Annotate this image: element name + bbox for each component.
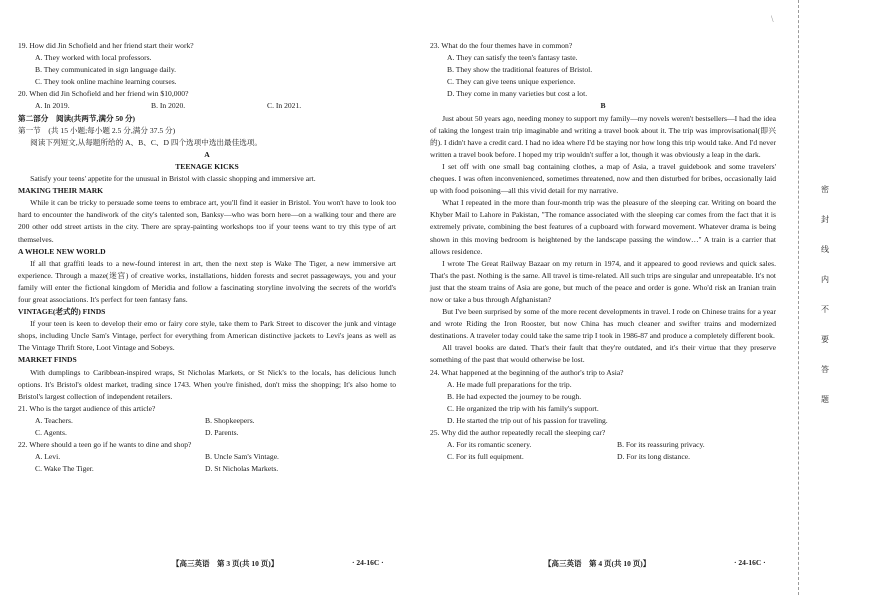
text-pB6: All travel books are dated. That's their fault that they're outdated, and it's their virtue that they preserve something of the past that would otherwise be lost.	[430, 343, 776, 365]
binding-char-4: 不	[821, 305, 829, 314]
text-q23a: A. They can satisfy the teen's fantasy taste.	[447, 53, 578, 63]
text-h3: VINTAGE(老式的) FINDS	[18, 307, 106, 317]
text-q24b: B. He had expected the journey to be rough.	[447, 391, 582, 401]
binding-notice	[817, 175, 833, 415]
text-pA3: If your teen is keen to develop their emo or fairy core style, take them to Park Street to discover the junk and vintage shops, including Uncle Sam's Vintage, perfect for everything from American distinctive jackets to Levi's jeans as well as The Vintage Thrift Store, Loot Vintage and Sobeys.	[18, 319, 396, 353]
text-pB4: I wrote The Great Railway Bazaar on my return in 1974, and it appeared to good reviews and quick sales. That's the past. Nothing is the same. All travel is time-related. All such trips are singular and unrepeatable. It's not just that the steam trains of Asia are gone, but much of the peace and order is gone. Who'd risk an Iranian train now or take a bus through Afghanistan?	[430, 258, 776, 304]
text-pA1: While it can be tricky to persuade some teens to embrace art, you'll find it easier in Bristol. You won't have to look too hard to encounter the handiwork of the city's talented son, Banksy—who was born here—on a walking tour and there are 200 other odd street artists in the city. There are spray-painting workshops too if your teens want to try this type of art themselves.	[18, 198, 396, 244]
text-sec1: 第一节 (共 15 小题;每小题 2.5 分,满分 37.5 分)	[18, 125, 176, 135]
text-passA: A	[204, 149, 210, 159]
options-row-q25ab	[430, 439, 776, 451]
cut-line	[798, 0, 799, 595]
text-pA4: With dumplings to Caribbean-inspired wraps, St Nicholas Markets, or St Nick's to the locals, has delicious lunch options. It's Bristol's oldest market, trading since 1743. When you're finished, don't miss the shopping; It's also home to Bristol's largest collection of independent retailers.	[18, 367, 396, 401]
footer-right-label: 【高三英语 第 4 页(共 10 页)】	[544, 559, 651, 568]
option-q25ab-0: A. For its romantic scenery.	[447, 440, 532, 450]
binding-strip	[786, 0, 870, 595]
options-row-q22ab	[18, 451, 396, 463]
option-q22ab-1: B. Uncle Sam's Vintage.	[205, 452, 279, 462]
text-instr: 阅读下列短文,从每题所给的 A、B、C、D 四个选项中选出最佳选项。	[30, 137, 262, 147]
text-q23b: B. They show the traditional features of Bristol.	[447, 65, 593, 75]
text-pB2: I set off with one small bag containing clothes, a map of Asia, a travel guidebook and some travelers' cheques. I was often inconvenienced, sometimes threatened, now and then disturbed for bribes, occasionally laid up with food poisoning—all this vivid detail for my narrative.	[430, 161, 776, 196]
option-q22cd-1: D. St Nicholas Markets.	[205, 464, 279, 474]
text-pA2: If all that graffiti leads to a new-found interest in art, then the next step is Wake The Tiger, a new immersive art experience. Through a maze(迷宫) of creative works, installations, hidden forests and secret passageways, you and your family will enter the fictional kingdom of Meridia and follow a fascinating storyline involving the secrets of the world's four great associations. It's perfect for teen fantasy fans.	[18, 258, 396, 304]
option-q25cd-1: D. For its long distance.	[617, 452, 690, 462]
options-row-q25cd	[430, 451, 776, 463]
option-q20opts-2: C. In 2021.	[267, 101, 302, 111]
text-pB5: But I've been surprised by some of the more recent developments in travel. I rode on Chinese trains for a year and wrote Riding the Iron Rooster, but now China has much cleaner and swifter trains and modernized destinations. A traveler today could take the same trip I took in 1986-87 and produce a completely different book.	[430, 307, 776, 341]
binding-char-1: 封	[821, 215, 829, 224]
binding-char-0: 密	[821, 185, 829, 194]
text-q24d: D. He started the trip out of his passion for traveling.	[447, 415, 608, 425]
option-q21cd-0: C. Agents.	[35, 428, 67, 437]
binding-char-7: 题	[821, 395, 829, 404]
text-q24a: A. He made full preparations for the trip.	[447, 379, 572, 389]
text-q19a: A. They worked with local professors.	[35, 53, 152, 63]
text-h1: MAKING THEIR MARK	[18, 186, 104, 196]
text-pA0: Satisfy your teens' appetite for the unusual in Bristol with classic shopping and immersive art.	[30, 174, 316, 184]
text-titleA: TEENAGE KICKS	[175, 161, 239, 171]
options-row-q22cd	[18, 463, 396, 475]
text-pB1: Just about 50 years ago, needing money to support my family—my novels weren't bestsellers—I had the idea of taking the longest train trip imaginable and writing a travel book about it. The trip was improvisational(即兴的). I didn't have a credit card. I had no idea where I'd be staying nor how long this trip would take. And I'd never written a travel book before. I hoped my trip wouldn't suffer a lot, though it was obviously a leap in the dark.	[430, 113, 776, 159]
option-q20opts-1: B. In 2020.	[151, 101, 186, 111]
text-q24: 24. What happened at the beginning of the author's trip to Asia?	[430, 367, 624, 377]
text-q21: 21. Who is the target audience of this article?	[18, 403, 156, 413]
option-q25cd-0: C. For its full equipment.	[447, 452, 524, 462]
binding-char-6: 答	[821, 365, 829, 374]
footer-right-code: · 24-16C ·	[734, 558, 766, 567]
footer-left-code: · 24-16C ·	[352, 558, 384, 567]
option-q21ab-0: A. Teachers.	[35, 415, 73, 425]
text-q20: 20. When did Jin Schofield and her friend win $10,000?	[18, 89, 189, 99]
text-q19c: C. They took online machine learning courses.	[35, 77, 177, 87]
binding-char-3: 内	[821, 275, 829, 284]
text-q23c: C. They can give teens unique experience.	[447, 77, 576, 87]
option-q25ab-1: B. For its reassuring privacy.	[617, 440, 705, 450]
binding-char-2: 线	[821, 245, 829, 254]
text-q25: 25. Why did the author repeatedly recall the sleeping car?	[430, 428, 606, 437]
text-pB3: What I repeated in the more than four-month trip was the pleasure of the sleeping car. Writing on board the Khyber Mail to Lahore in Pakistan, "The romance associated with the sleeping car comes from the fact that it is extremely private, combining the best features of a cupboard with forward movement. Whatever drama is being shown in this moving bedroom is heightened by the landscape passing the window…" A train is a carrier that allows residence.	[430, 198, 776, 256]
text-h2: A WHOLE NEW WORLD	[18, 246, 106, 256]
option-q22cd-0: C. Wake The Tiger.	[35, 464, 94, 474]
text-q19b: B. They communicated in sign language daily.	[35, 65, 177, 75]
options-row-q21cd	[18, 427, 396, 439]
text-q22: 22. Where should a teen go if he wants to dine and shop?	[18, 440, 192, 450]
text-q23: 23. What do the four themes have in common?	[430, 41, 573, 50]
options-row-q20opts	[18, 100, 396, 112]
text-q23d: D. They come in many varieties but cost a lot.	[447, 89, 588, 99]
option-q22ab-0: A. Levi.	[35, 452, 61, 462]
text-h4: MARKET FINDS	[18, 355, 77, 365]
text-q24c: C. He organized the trip with his family's support.	[447, 403, 599, 413]
binding-char-5: 要	[821, 335, 829, 344]
text-part2: 第二部分 阅读(共两节,满分 50 分)	[18, 113, 136, 123]
options-row-q21ab	[18, 415, 396, 427]
footer-left-label: 【高三英语 第 3 页(共 10 页)】	[172, 559, 279, 568]
option-q20opts-0: A. In 2019.	[35, 101, 70, 111]
text-passB: B	[600, 101, 606, 111]
left-column	[18, 40, 396, 475]
corner-mark: \	[771, 14, 774, 24]
option-q21ab-1: B. Shopkeepers.	[205, 415, 255, 425]
text-q19: 19. How did Jin Schofield and her friend start their work?	[18, 41, 194, 50]
option-q21cd-1: D. Parents.	[205, 428, 239, 437]
right-column	[430, 40, 776, 463]
